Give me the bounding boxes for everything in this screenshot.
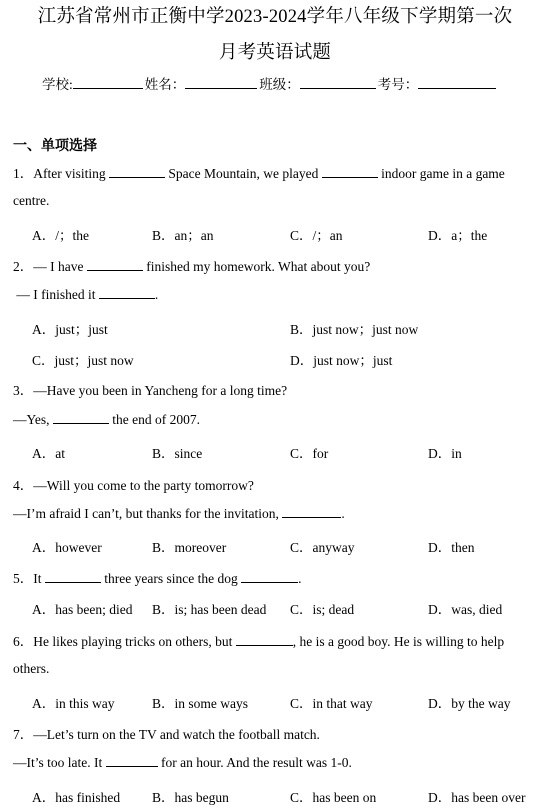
question-1-option-D: D．a；the [428, 228, 488, 243]
question-7-option-A: A．has finished [32, 790, 121, 805]
question-1-option-B: B．an；an [152, 228, 214, 243]
question-text: . [341, 506, 345, 521]
question-text: —Yes, [13, 412, 53, 427]
answer-blank [109, 165, 165, 178]
class-label: 班级： [259, 77, 300, 92]
exam-number-label: 考号： [377, 77, 419, 92]
question-5-option-C: C．is; dead [290, 602, 355, 617]
question-text: indoor game in a game [377, 166, 505, 181]
question-text: 4．—Will you come to the party tomorrow? [13, 478, 254, 493]
answer-blank [282, 505, 341, 518]
class-blank [300, 76, 376, 89]
question-5-option-A: A．has been; died [32, 602, 133, 617]
question-text: 1．After visiting [13, 166, 109, 181]
question-text: the end of 2007. [108, 412, 201, 427]
question-text: , he is a good boy. He is willing to help [292, 634, 505, 649]
answer-blank [45, 570, 101, 583]
exam-title-line-2: 月考英语试题 [218, 43, 332, 63]
question-6-option-B: B．in some ways [152, 696, 248, 711]
question-text: Space Mountain, we played [165, 166, 322, 181]
question-5-option-D: D．was, died [428, 602, 503, 617]
question-3-line-2 [13, 411, 200, 428]
question-4-option-A: A．however [32, 540, 102, 555]
question-3-line-1 [13, 379, 287, 399]
question-text: finished my homework. What about you? [142, 259, 371, 274]
question-1-option-C: C．/；an [290, 228, 343, 243]
exam-title-line-1: 江苏省常州市正衡中学2023-2024学年八年级下学期第一次 [37, 7, 513, 27]
question-2-line-1 [13, 255, 370, 275]
answer-blank [106, 754, 158, 767]
question-text: . [154, 287, 159, 302]
answer-blank [87, 258, 143, 271]
question-text: —I’m afraid I can’t, but thanks for the invitation, [13, 506, 283, 521]
question-1-line-2 [13, 193, 49, 209]
exam-number-blank [418, 76, 496, 89]
question-4-option-C: C．anyway [290, 540, 355, 555]
question-3-option-D: D．in [428, 446, 462, 461]
question-text: —It’s too late. It [13, 755, 106, 770]
question-text: for an hour. And the result was 1-0. [157, 755, 352, 770]
question-text: others. [13, 661, 50, 676]
question-6-line-2 [13, 661, 49, 677]
answer-blank [99, 286, 155, 299]
question-6-option-D: D．by the way [428, 696, 511, 711]
question-text: . [298, 571, 302, 586]
question-7-option-D: D．has been over [428, 790, 526, 805]
student-info-row [42, 73, 498, 93]
question-7-line-2 [13, 754, 352, 771]
question-text: — I finished it [13, 287, 99, 302]
question-4-option-D: D．then [428, 540, 475, 555]
question-7-option-B: B．has begun [152, 790, 229, 805]
question-1-line-1 [13, 162, 505, 182]
answer-blank [322, 165, 378, 178]
question-text: 3．—Have you been in Yancheng for a long time? [13, 383, 288, 398]
question-6-option-A: A．in this way [32, 696, 115, 711]
section-title: 一、单项选择 [13, 138, 97, 154]
question-7-option-C: C．has been on [290, 790, 377, 805]
name-label: 姓名： [144, 77, 186, 92]
question-3-option-B: B．since [152, 446, 203, 461]
answer-blank [53, 411, 109, 424]
question-2-option-C: C．just；just now [32, 353, 134, 368]
question-1-option-A: A．/；the [32, 228, 89, 243]
name-blank [185, 76, 257, 89]
question-text: 6．He likes playing tricks on others, but [13, 634, 236, 649]
answer-blank [236, 633, 293, 646]
question-text: 5．It [13, 571, 45, 586]
answer-blank [241, 570, 298, 583]
question-text: 7．—Let’s turn on the TV and watch the football match. [13, 727, 320, 742]
school-label: 学校: [42, 77, 73, 92]
question-6-option-C: C．in that way [290, 696, 373, 711]
school-blank [73, 76, 143, 89]
question-text: centre. [13, 193, 50, 208]
question-5-line-1 [13, 567, 301, 587]
question-5-option-B: B．is; has been dead [152, 602, 267, 617]
question-2-line-2 [13, 286, 158, 303]
question-6-line-1 [13, 630, 504, 650]
question-4-option-B: B．moreover [152, 540, 227, 555]
question-4-line-2 [13, 505, 345, 522]
question-7-line-1 [13, 723, 320, 743]
question-2-option-B: B．just now；just now [290, 322, 419, 337]
question-2-option-A: A．just；just [32, 322, 108, 337]
question-2-option-D: D．just now；just [290, 353, 393, 368]
question-4-line-1 [13, 474, 254, 494]
question-text: three years since the dog [100, 571, 242, 586]
question-3-option-A: A．at [32, 446, 65, 461]
question-3-option-C: C．for [290, 446, 329, 461]
question-text: 2．— I have [13, 259, 87, 274]
